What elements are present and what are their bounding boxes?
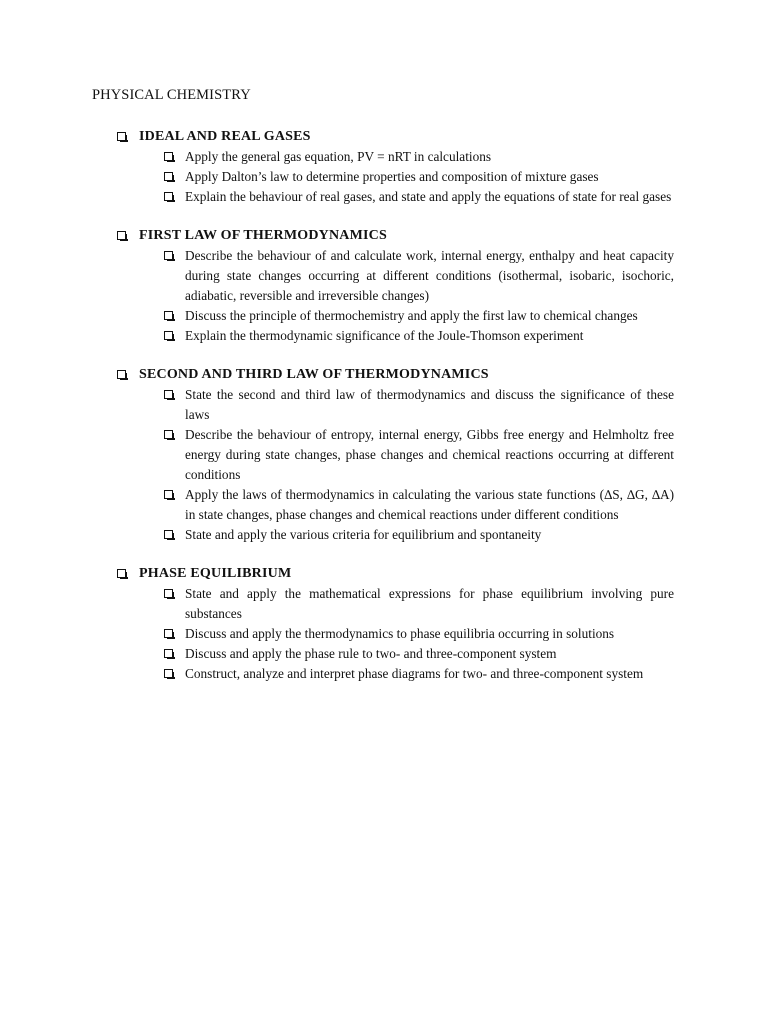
list-item bbox=[185, 624, 674, 644]
list-item bbox=[185, 246, 674, 306]
checkbox-bullet-icon bbox=[164, 311, 173, 320]
section-heading-text: SECOND AND THIRD LAW OF THERMODYNAMICS bbox=[139, 367, 489, 382]
checkbox-bullet-icon bbox=[164, 649, 173, 658]
checkbox-bullet-icon bbox=[117, 569, 126, 578]
list-item-text: State and apply the various criteria for equilibrium and spontaneity bbox=[185, 527, 542, 542]
checkbox-bullet-icon bbox=[164, 251, 173, 260]
checkbox-bullet-icon bbox=[117, 132, 126, 141]
checkbox-bullet-icon bbox=[117, 231, 126, 240]
list-item bbox=[185, 385, 674, 425]
checkbox-bullet-icon bbox=[164, 192, 173, 201]
list-item bbox=[185, 584, 674, 624]
checkbox-bullet-icon bbox=[164, 530, 173, 539]
section-list bbox=[0, 127, 768, 703]
checkbox-bullet-icon bbox=[164, 390, 173, 399]
list-item-text: Explain the behaviour of real gases, and state and apply the equations of state for real gases bbox=[185, 189, 672, 204]
checkbox-bullet-icon bbox=[164, 152, 173, 161]
list-item bbox=[185, 664, 674, 684]
section-ideal-real-gases bbox=[0, 127, 768, 207]
list-item-text: State the second and third law of thermodynamics and discuss the significance of these laws bbox=[185, 387, 674, 422]
checkbox-bullet-icon bbox=[164, 430, 173, 439]
list-item-text: Describe the behaviour of and calculate work, internal energy, enthalpy and heat capacity during state changes occurring at different conditions (isothermal, isobaric, isochoric, adiabatic, reversible and irreversible changes) bbox=[185, 248, 674, 303]
list-item bbox=[185, 167, 674, 187]
checkbox-bullet-icon bbox=[164, 490, 173, 499]
list-item-text: Discuss the principle of thermochemistry and apply the first law to chemical changes bbox=[185, 308, 638, 323]
list-item-text: Construct, analyze and interpret phase diagrams for two- and three-component system bbox=[185, 666, 644, 681]
list-item bbox=[185, 306, 674, 326]
checkbox-bullet-icon bbox=[164, 172, 173, 181]
section-heading bbox=[0, 226, 768, 246]
list-item bbox=[185, 147, 674, 167]
checkbox-bullet-icon bbox=[164, 669, 173, 678]
objective-list bbox=[0, 584, 768, 684]
section-heading bbox=[0, 564, 768, 584]
list-item bbox=[185, 644, 674, 664]
checkbox-bullet-icon bbox=[164, 589, 173, 598]
list-item bbox=[185, 425, 674, 485]
checkbox-bullet-icon bbox=[117, 370, 126, 379]
section-heading bbox=[0, 365, 768, 385]
list-item-text: Discuss and apply the phase rule to two- and three-component system bbox=[185, 646, 557, 661]
list-item-text: Explain the thermodynamic significance of the Joule-Thomson experiment bbox=[185, 328, 584, 343]
checkbox-bullet-icon bbox=[164, 331, 173, 340]
list-item-text: State and apply the mathematical expressions for phase equilibrium involving pure substances bbox=[185, 586, 674, 621]
section-heading-text: FIRST LAW OF THERMODYNAMICS bbox=[139, 228, 387, 243]
section-heading-text: PHASE EQUILIBRIUM bbox=[139, 566, 292, 581]
section-phase-equilibrium bbox=[0, 564, 768, 684]
list-item-text: Apply the laws of thermodynamics in calculating the various state functions (∆S, ∆G, ∆A) in state changes, phase changes and chemical reactions under different conditions bbox=[185, 487, 674, 522]
list-item-text: Apply the general gas equation, PV = nRT in calculations bbox=[185, 149, 492, 164]
list-item-text: Describe the behaviour of entropy, internal energy, Gibbs free energy and Helmholtz free energy during state changes, phase changes and chemical reactions occurring at different conditions bbox=[185, 427, 674, 482]
list-item bbox=[185, 326, 674, 346]
list-item-text: Discuss and apply the thermodynamics to phase equilibria occurring in solutions bbox=[185, 626, 615, 641]
objective-list bbox=[0, 246, 768, 346]
checkbox-bullet-icon bbox=[164, 629, 173, 638]
objective-list bbox=[0, 385, 768, 545]
list-item-text: Apply Dalton’s law to determine properties and composition of mixture gases bbox=[185, 169, 599, 184]
section-second-third-law bbox=[0, 365, 768, 545]
section-first-law bbox=[0, 226, 768, 346]
page-title: PHYSICAL CHEMISTRY bbox=[92, 87, 251, 103]
section-heading-text: IDEAL AND REAL GASES bbox=[139, 129, 311, 144]
list-item bbox=[185, 525, 674, 545]
list-item bbox=[185, 187, 674, 207]
list-item bbox=[185, 485, 674, 525]
section-heading bbox=[0, 127, 768, 147]
objective-list bbox=[0, 147, 768, 207]
